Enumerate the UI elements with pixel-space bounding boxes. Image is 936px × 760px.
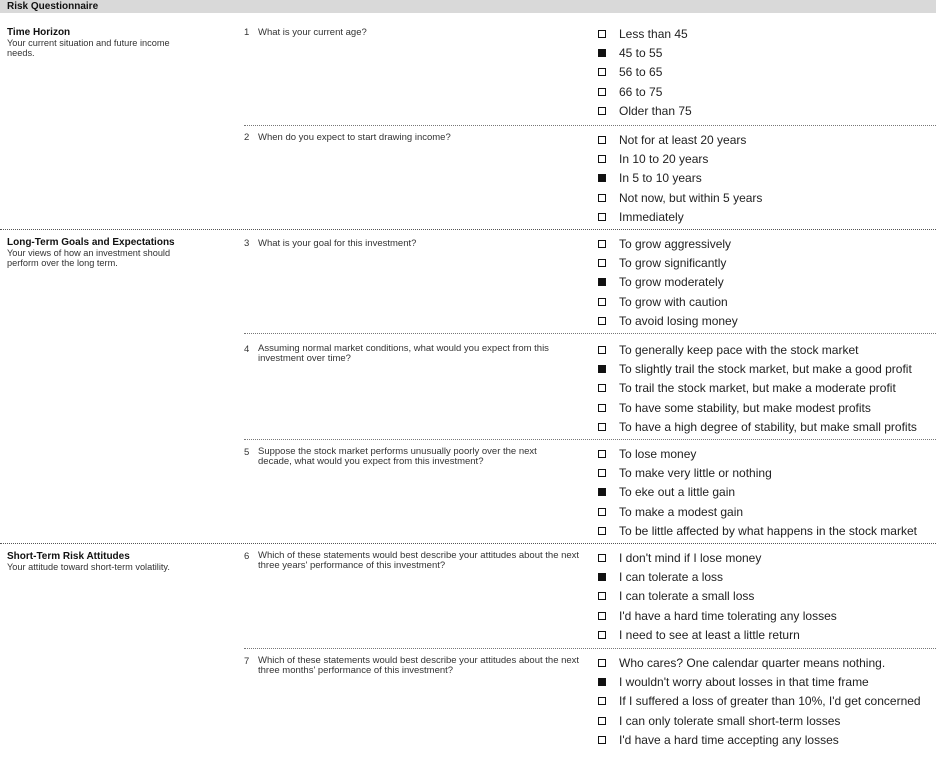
- checkbox-checked[interactable]: [598, 174, 606, 182]
- checkbox[interactable]: [598, 213, 606, 221]
- checkbox[interactable]: [598, 469, 606, 477]
- checkbox[interactable]: [598, 554, 606, 562]
- answer-option[interactable]: [598, 253, 928, 272]
- answer-option[interactable]: [598, 208, 928, 227]
- answer-label: I'd have a hard time accepting any losses: [619, 733, 839, 748]
- checkbox-checked[interactable]: [598, 278, 606, 286]
- answer-group-q5: [598, 444, 928, 541]
- question-number: 6: [244, 551, 250, 562]
- question-text: Suppose the stock market performs unusually poorly over the next decade, what would you expect from this investment?: [258, 446, 537, 467]
- answer-group-q6: [598, 548, 928, 645]
- answer-label: 66 to 75: [619, 84, 663, 99]
- question-number: 4: [244, 344, 250, 355]
- checkbox[interactable]: [598, 592, 606, 600]
- section-divider: [0, 543, 936, 544]
- answer-label: I can only tolerate small short-term losses: [619, 713, 841, 728]
- checkbox[interactable]: [598, 88, 606, 96]
- answer-label: Older than 75: [619, 104, 692, 119]
- answer-option[interactable]: [598, 692, 928, 711]
- question-number: 2: [244, 132, 250, 143]
- answer-label: To slightly trail the stock market, but make a good profit: [619, 362, 912, 377]
- checkbox-checked[interactable]: [598, 365, 606, 373]
- checkbox[interactable]: [598, 317, 606, 325]
- checkbox-checked[interactable]: [598, 49, 606, 57]
- answer-option[interactable]: [598, 567, 928, 586]
- answer-label: To eke out a little gain: [619, 485, 736, 500]
- checkbox[interactable]: [598, 527, 606, 535]
- answer-option[interactable]: [598, 234, 928, 253]
- checkbox[interactable]: [598, 697, 606, 705]
- section-description-time-horizon: Your current situation and future income needs.: [7, 38, 170, 58]
- answer-label: I wouldn't worry about losses in that time frame: [619, 675, 869, 690]
- answer-option[interactable]: [598, 444, 928, 463]
- question-text: Which of these statements would best describe your attitudes about the next three months' performance of this investment?: [258, 655, 580, 676]
- checkbox[interactable]: [598, 68, 606, 76]
- checkbox[interactable]: [598, 450, 606, 458]
- answer-option[interactable]: [598, 359, 928, 378]
- answer-option[interactable]: [598, 63, 928, 82]
- answer-option[interactable]: [598, 188, 928, 207]
- answer-label: To trail the stock market, but make a moderate profit: [619, 381, 896, 396]
- answer-label: Not for at least 20 years: [619, 132, 747, 147]
- answer-option[interactable]: [598, 169, 928, 188]
- answer-label: I can tolerate a small loss: [619, 589, 755, 604]
- section-title-time-horizon: Time Horizon: [7, 27, 71, 38]
- answer-label: To grow aggressively: [619, 236, 732, 251]
- answer-option[interactable]: [598, 502, 928, 521]
- answer-option[interactable]: [598, 340, 928, 359]
- answer-group-q1: [598, 24, 928, 121]
- answer-option[interactable]: [598, 312, 928, 331]
- checkbox[interactable]: [598, 30, 606, 38]
- question-text: Assuming normal market conditions, what would you expect from this investment over time?: [258, 343, 549, 364]
- checkbox[interactable]: [598, 631, 606, 639]
- answer-label: To have a high degree of stability, but make small profits: [619, 420, 917, 435]
- answer-option[interactable]: [598, 606, 928, 625]
- answer-label: I can tolerate a loss: [619, 570, 724, 585]
- answer-label: I don't mind if I lose money: [619, 550, 762, 565]
- checkbox[interactable]: [598, 423, 606, 431]
- question-text: What is your goal for this investment?: [258, 238, 417, 249]
- answer-option[interactable]: [598, 672, 928, 691]
- answer-option[interactable]: [598, 379, 928, 398]
- answer-group-q4: [598, 340, 928, 437]
- answer-option[interactable]: [598, 483, 928, 502]
- answer-option[interactable]: [598, 711, 928, 730]
- checkbox-checked[interactable]: [598, 573, 606, 581]
- checkbox[interactable]: [598, 508, 606, 516]
- checkbox[interactable]: [598, 346, 606, 354]
- question-text: Which of these statements would best describe your attitudes about the next three years' performance of this investment?: [258, 550, 580, 571]
- question-divider: [244, 439, 936, 440]
- section-divider: [0, 229, 936, 230]
- answer-option[interactable]: [598, 130, 928, 149]
- question-number: 1: [244, 27, 250, 38]
- checkbox[interactable]: [598, 736, 606, 744]
- checkbox[interactable]: [598, 717, 606, 725]
- question-divider: [244, 333, 936, 334]
- answer-label: 45 to 55: [619, 46, 663, 61]
- answer-label: To avoid losing money: [619, 314, 738, 329]
- answer-label: To make a modest gain: [619, 504, 744, 519]
- answer-option[interactable]: [598, 548, 928, 567]
- answer-label: Immediately: [619, 210, 684, 225]
- question-number: 7: [244, 656, 250, 667]
- answer-label: To generally keep pace with the stock market: [619, 342, 859, 357]
- answer-option[interactable]: [598, 522, 928, 541]
- question-number: 5: [244, 447, 250, 458]
- answer-option[interactable]: [598, 418, 928, 437]
- section-title-short-term-risk: Short-Term Risk Attitudes: [7, 551, 130, 562]
- question-text: What is your current age?: [258, 27, 367, 38]
- answer-option[interactable]: [598, 273, 928, 292]
- answer-option[interactable]: [598, 731, 928, 750]
- answer-label: I'd have a hard time tolerating any losses: [619, 608, 837, 623]
- checkbox[interactable]: [598, 659, 606, 667]
- answer-label: In 5 to 10 years: [619, 171, 702, 186]
- answer-label: In 10 to 20 years: [619, 152, 709, 167]
- question-number: 3: [244, 238, 250, 249]
- page-title: Risk Questionnaire: [7, 1, 99, 12]
- answer-group-q3: [598, 234, 928, 331]
- answer-label: To grow significantly: [619, 256, 727, 271]
- checkbox[interactable]: [598, 194, 606, 202]
- answer-label: To lose money: [619, 446, 697, 461]
- checkbox[interactable]: [598, 612, 606, 620]
- checkbox[interactable]: [598, 384, 606, 392]
- question-divider: [244, 648, 936, 649]
- answer-option[interactable]: [598, 626, 928, 645]
- answer-label: To grow moderately: [619, 275, 724, 290]
- answer-option[interactable]: [598, 587, 928, 606]
- checkbox[interactable]: [598, 155, 606, 163]
- answer-option[interactable]: [598, 102, 928, 121]
- answer-label: 56 to 65: [619, 65, 663, 80]
- checkbox[interactable]: [598, 259, 606, 267]
- answer-group-q7: [598, 653, 928, 750]
- question-text: When do you expect to start drawing income?: [258, 132, 451, 143]
- answer-option[interactable]: [598, 82, 928, 101]
- header-bar: [0, 0, 936, 13]
- answer-option[interactable]: [598, 292, 928, 311]
- checkbox-checked[interactable]: [598, 488, 606, 496]
- checkbox[interactable]: [598, 107, 606, 115]
- answer-label: I need to see at least a little return: [619, 628, 800, 643]
- answer-label: Not now, but within 5 years: [619, 190, 763, 205]
- answer-option[interactable]: [598, 24, 928, 43]
- answer-label: To grow with caution: [619, 294, 728, 309]
- answer-option[interactable]: [598, 653, 928, 672]
- answer-group-q2: [598, 130, 928, 227]
- answer-label: If I suffered a loss of greater than 10%, I'd get concerned: [619, 694, 921, 709]
- checkbox-checked[interactable]: [598, 678, 606, 686]
- checkbox[interactable]: [598, 298, 606, 306]
- section-description-short-term-risk: Your attitude toward short-term volatility.: [7, 562, 170, 572]
- checkbox[interactable]: [598, 240, 606, 248]
- section-title-long-term-goals: Long-Term Goals and Expectations: [7, 237, 175, 248]
- checkbox[interactable]: [598, 404, 606, 412]
- answer-label: To have some stability, but make modest profits: [619, 400, 871, 415]
- answer-label: Less than 45: [619, 26, 688, 41]
- answer-option[interactable]: [598, 149, 928, 168]
- checkbox[interactable]: [598, 136, 606, 144]
- answer-option[interactable]: [598, 463, 928, 482]
- answer-label: Who cares? One calendar quarter means nothing.: [619, 655, 886, 670]
- section-description-long-term-goals: Your views of how an investment should perform over the long term.: [7, 248, 171, 268]
- question-divider: [244, 125, 936, 126]
- answer-label: To be little affected by what happens in the stock market: [619, 524, 917, 539]
- answer-label: To make very little or nothing: [619, 466, 772, 481]
- answer-option[interactable]: [598, 43, 928, 62]
- answer-option[interactable]: [598, 398, 928, 417]
